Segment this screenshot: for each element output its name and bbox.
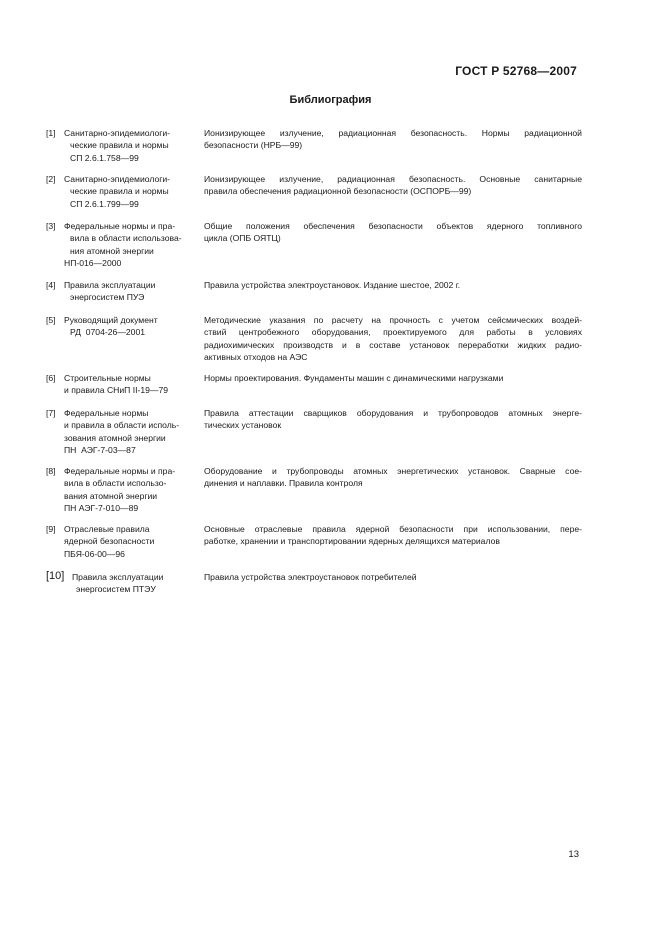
entry-source: Федеральные нормы и правила в области исполь- зования атомной энергии ПН АЭГ-7-03—87	[64, 408, 180, 456]
entry-number: [2]	[46, 174, 56, 184]
entry-description: Нормы проектирования. Фундаменты машин с динамическими нагрузками	[204, 373, 504, 383]
entry-source: Федеральные нормы и пра- вила в области использова- ния атомной энергии НП-016—2000	[64, 221, 182, 269]
entry-number: [7]	[46, 408, 56, 418]
entry-description: Правила устройства электроустановок потребителей	[204, 572, 417, 582]
entry-description: Оборудование и трубопроводы атомных энергетических установок. Сварные сое- динения и наплавки. Правила контроля	[204, 466, 582, 489]
entry-number: [8]	[46, 466, 56, 476]
entry-description: Правила устройства электроустановок. Издание шестое, 2002 г.	[204, 280, 461, 290]
entry-description: Правила аттестации сварщиков оборудования и трубопроводов атомных энерге- тических установок	[204, 408, 582, 431]
entry-source: Правила эксплуатации энергосистем ПТЭУ	[72, 572, 164, 595]
entry-source: Руководящий документ РД 0704-26—2001	[64, 315, 158, 338]
entry-number: [9]	[46, 524, 56, 534]
entry-description: Основные отраслевые правила ядерной безопасности при использовании, пере- работке, хранении и транспортировании ядерных делящихся материалов	[204, 524, 582, 547]
document-code-header: ГОСТ Р 52768—2007	[455, 64, 577, 78]
entry-description: Ионизирующее излучение, радиационная безопасность. Нормы радиационной безопасности (НРБ—99)	[204, 128, 582, 151]
entry-number: [10]	[46, 570, 65, 582]
entry-number: [1]	[46, 128, 56, 138]
entry-description: Общие положения обеспечения безопасности объектов ядерного топливного цикла (ОПБ ОЯТЦ)	[204, 221, 582, 244]
entry-description: Ионизирующее излучение, радиационная безопасность. Основные санитарные правила обеспечения радиационной безопасности (ОСПОРБ—99)	[204, 174, 582, 197]
entry-number: [5]	[46, 315, 56, 325]
entry-source: Санитарно-эпидемиологи- ческие правила и нормы СП 2.6.1.758—99	[64, 128, 171, 163]
entry-number: [3]	[46, 221, 56, 231]
entry-number: [4]	[46, 280, 56, 290]
page-number: 13	[568, 849, 579, 860]
entry-source: Правила эксплуатации энергосистем ПУЭ	[64, 280, 156, 303]
entry-source: Отраслевые правила ядерной безопасности ПБЯ-06-00—96	[64, 524, 155, 559]
entry-source: Строительные нормы и правила СНиП II-19—79	[64, 373, 169, 396]
entry-source: Федеральные нормы и пра- вила в области использо- вания атомной энергии ПН АЭГ-7-010—89	[64, 466, 176, 514]
entry-source: Санитарно-эпидемиологи- ческие правила и нормы СП 2.6.1.799—99	[64, 174, 171, 209]
entry-description: Методические указания по расчету на прочность с учетом сейсмических воздей- ствий центробежного оборудования, проектируемого для работы в условиях радиохимических производств и в составе установок переработки жидких радио- активных отходов на АЭС	[204, 315, 582, 363]
page-title: Библиография	[289, 94, 372, 106]
entry-number: [6]	[46, 373, 56, 383]
